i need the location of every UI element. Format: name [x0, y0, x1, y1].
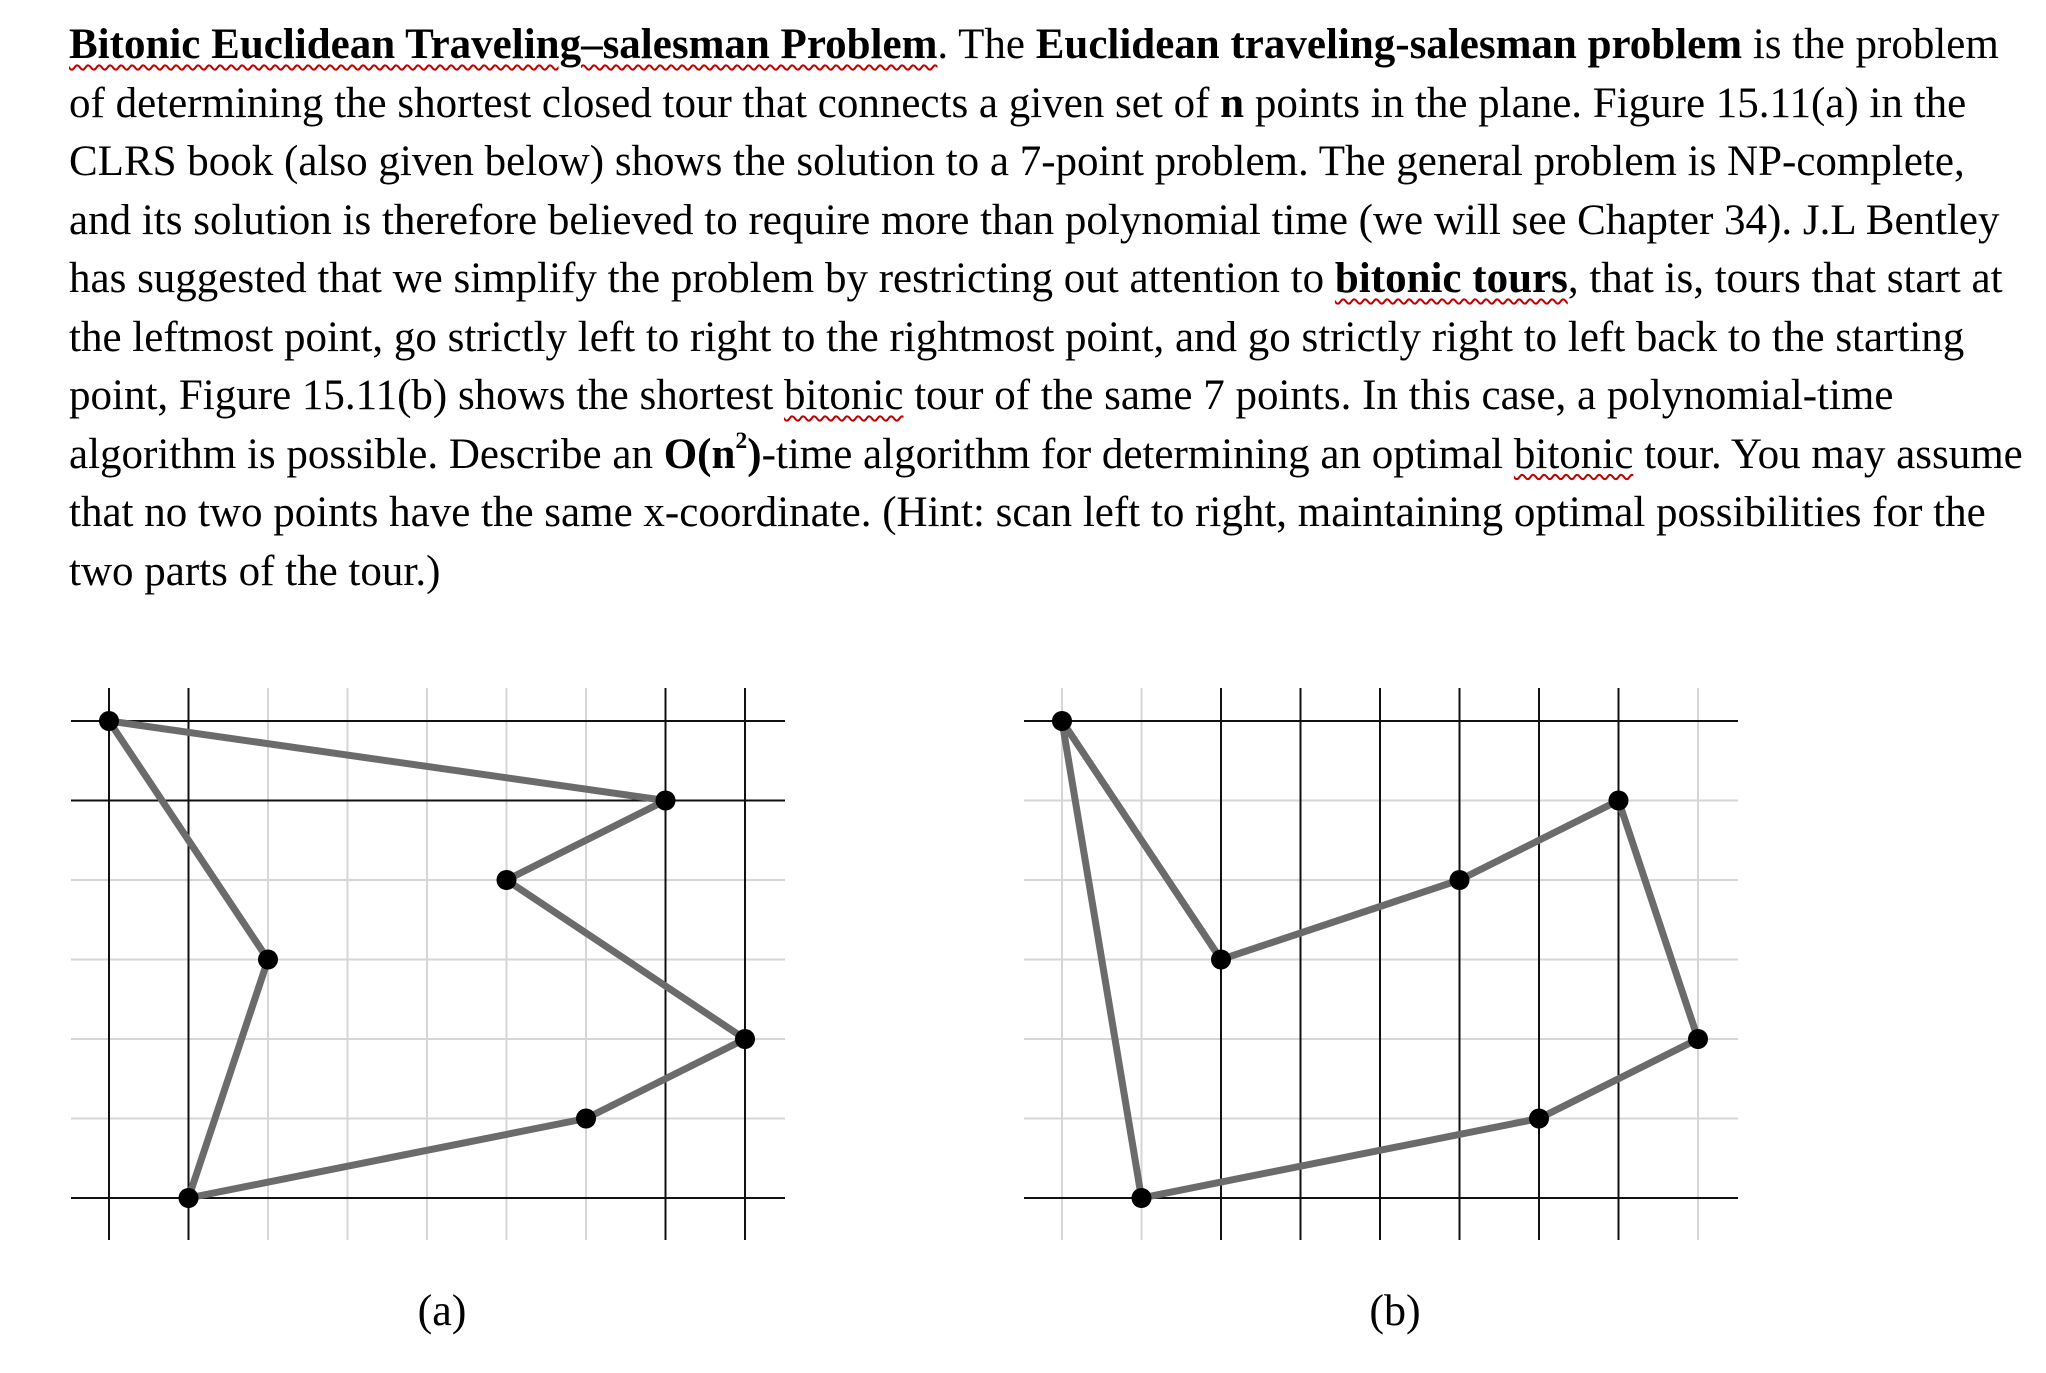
figure-caption: (b)	[1369, 1286, 1421, 1335]
panel-a	[71, 688, 785, 1335]
term-euclidean-tsp: Euclidean traveling-salesman problem	[1035, 21, 1743, 68]
complexity-exponent: 2	[735, 427, 748, 454]
tour-edge	[109, 721, 268, 960]
tour-point	[1052, 711, 1072, 731]
tour-edge	[1221, 880, 1460, 960]
tour-edge	[1062, 721, 1221, 960]
text-run: is the problem of determining the shortest closed tour that connects a given set of	[69, 21, 1999, 127]
tour-point	[735, 1029, 755, 1049]
tour-edge	[507, 880, 746, 1039]
complexity-notation	[663, 427, 762, 478]
tour-point	[179, 1188, 199, 1208]
text-run: tour. You may assume that no two points have the same x-coordinate. (Hint: scan left to right, maintaining optimal possibilities for the two parts of the tour.)	[69, 430, 2023, 595]
complexity-base: O(n	[663, 430, 736, 478]
tour-edge	[109, 721, 666, 801]
tour-point	[99, 711, 119, 731]
text-run: tour of the same 7 points. In this case, a polynomial-time algorithm is possible. Describe an	[69, 372, 1894, 478]
word-bitonic: bitonic	[1513, 430, 1634, 478]
tour-edge	[586, 1039, 745, 1119]
panel-b	[1024, 688, 1738, 1335]
tour-point	[656, 791, 676, 811]
tour-point	[1688, 1029, 1708, 1049]
text-run: -time algorithm for determining an optimal	[761, 430, 1514, 478]
variable-n: n	[1220, 79, 1245, 127]
tour-point	[1609, 791, 1629, 811]
complexity-close: )	[747, 430, 762, 478]
tour-edge	[1062, 721, 1142, 1198]
text-run: . The	[937, 21, 1036, 68]
problem-statement	[69, 16, 2029, 601]
text-run: , that is, tours that start at the leftmost point, go strictly left to right to the rightmost point, and go strictly right to left back to the starting point, Figure 15.11(b) shows the shortest	[69, 255, 2003, 419]
tour-point	[1211, 950, 1231, 970]
tour-point	[576, 1109, 596, 1129]
tour-edge	[189, 960, 269, 1199]
tour-edge	[1142, 1119, 1540, 1199]
tour-edge	[189, 1119, 587, 1199]
tour-edge	[1539, 1039, 1698, 1119]
figure-caption: (a)	[417, 1286, 467, 1335]
tour-point	[1529, 1109, 1549, 1129]
tour-point	[258, 950, 278, 970]
tour-edge	[1619, 801, 1699, 1040]
tour-point	[1132, 1188, 1152, 1208]
text-run: points in the plane. Figure 15.11(a) in the CLRS book (also given below) shows the solution to a 7-point problem. The general problem is NP-complete, and its solution is therefore believed to require more than polynomial time (we will see Chapter 34). J.L Bentley has suggested that we simplify the problem by restricting out attention to	[69, 79, 2000, 302]
tour-point	[497, 870, 517, 890]
tour-edge	[1460, 801, 1619, 881]
problem-title: Bitonic Euclidean Traveling–salesman Problem	[69, 21, 938, 68]
tour-edge	[507, 801, 666, 881]
term-bitonic-tours: bitonic tours	[1334, 255, 1568, 302]
word-bitonic: bitonic	[784, 372, 904, 419]
tour-point	[1450, 870, 1470, 890]
